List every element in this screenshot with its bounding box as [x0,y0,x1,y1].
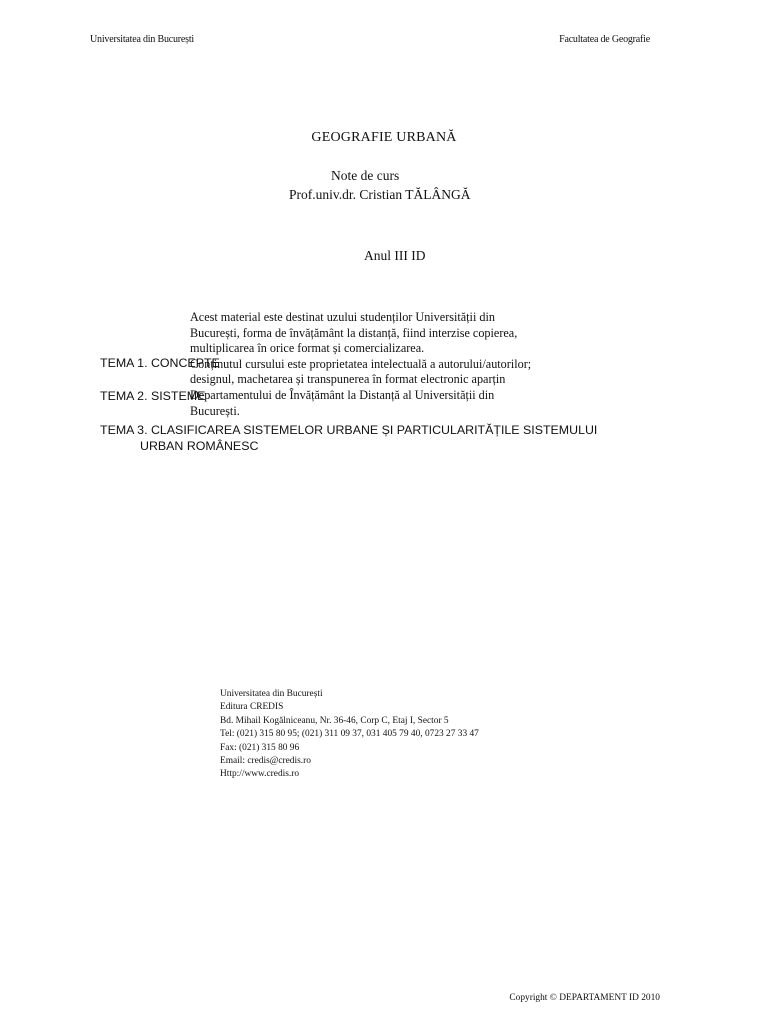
publisher-website: Http://www.credis.ro [220,769,300,780]
publisher-contact [220,688,479,782]
document-subtitle: Note de curs [331,168,400,183]
notice-paragraph-2: Conținutul cursului este proprietatea intelectuală a autorului/autorilor; designul, machetarea și transpunerea în format electronic aparțin Departamentului de Învățământ la Distanță al Universității din București. [190,356,532,418]
topic-3-line-1: TEMA 3. CLASIFICAREA SISTEMELOR URBANE ȘI PARTICULARITĂȚILE SISTEMULUI [100,423,598,437]
publisher-university: Universitatea din București [220,689,323,699]
header-left: Universitatea din București [90,34,195,45]
header-right: Facultatea de Geografie [559,34,650,45]
study-year: Anul III ID [364,248,426,263]
publisher-fax: Fax: (021) 315 80 96 [220,742,300,753]
topic-3 [100,422,640,454]
publisher-address: Bd. Mihail Kogălniceanu, Nr. 36-46, Corp C, Etaj I, Sector 5 [220,715,449,726]
publisher-email: Email: credis@credis.ro [220,756,311,767]
publisher-name: Editura CREDIS [220,702,284,713]
copyright-notice [190,310,535,419]
topic-2: TEMA 2. SISTEME [100,389,206,403]
publisher-phone: Tel: (021) 315 80 95; (021) 311 09 37, 031 405 79 40, 0723 27 33 47 [220,729,479,740]
document-title: GEOGRAFIE URBANĂ [311,130,457,145]
author-name: Prof.univ.dr. Cristian TĂLÂNGĂ [289,187,471,202]
notice-paragraph-1: Acest material este destinat uzului studenților Universității din București, forma de învățământ la distanță, fiind interzise copierea, multiplicarea în orice format și comercializarea. [190,310,518,356]
topic-3-line-2: URBAN ROMÂNESC [140,439,259,453]
footer-copyright: Copyright © DEPARTAMENT ID 2010 [509,993,660,1003]
topic-1: TEMA 1. CONCEPTE [100,356,220,370]
